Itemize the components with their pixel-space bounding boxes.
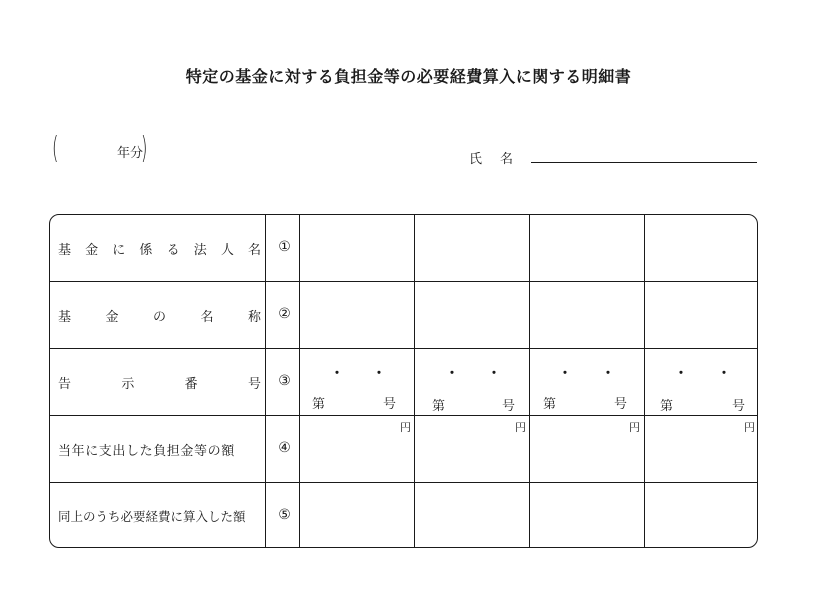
- notice-prefix: 第: [543, 397, 557, 412]
- row-label-fund-name: 基 金 の 名 称: [58, 309, 261, 325]
- currency-unit: 円: [744, 421, 755, 434]
- notice-dot: ・: [487, 366, 501, 382]
- notice-prefix: 第: [432, 399, 446, 414]
- row-marker: ①: [278, 239, 291, 255]
- row-marker: ⑤: [278, 507, 291, 523]
- notice-suffix: 号: [614, 397, 628, 412]
- notice-dot: ・: [717, 366, 731, 382]
- document-title: 特定の基金に対する負担金等の必要経費算入に関する明細書: [185, 67, 632, 86]
- currency-unit: 円: [515, 421, 526, 434]
- notice-suffix: 号: [383, 397, 397, 412]
- row-label-fund-corporation: 基 金 に 係 る 法 人 名: [58, 242, 261, 258]
- notice-dot: ・: [445, 366, 459, 382]
- notice-prefix: 第: [660, 399, 674, 414]
- row-label-notice-number: 告 示 番 号: [58, 376, 261, 392]
- currency-unit: 円: [629, 421, 640, 434]
- year-label: 年分: [117, 146, 144, 161]
- row-label-current-year-amount: 当年に支出した負担金等の額: [58, 443, 235, 459]
- notice-dot: ・: [674, 366, 688, 382]
- currency-unit: 円: [400, 421, 411, 434]
- notice-suffix: 号: [732, 399, 746, 414]
- row-label-deductible-amount: 同上のうち必要経費に算入した額: [58, 509, 246, 524]
- row-marker: ②: [278, 306, 291, 322]
- notice-dot: ・: [372, 366, 386, 382]
- notice-dot: ・: [330, 366, 344, 382]
- year-open-paren: (: [52, 131, 59, 166]
- name-label: 氏名: [469, 152, 532, 167]
- notice-dot: ・: [601, 366, 615, 382]
- row-marker: ④: [278, 440, 291, 456]
- notice-dot: ・: [558, 366, 572, 382]
- detail-table: [49, 214, 758, 548]
- notice-suffix: 号: [502, 399, 516, 414]
- row-marker: ③: [278, 373, 291, 389]
- name-input-line[interactable]: [531, 162, 757, 163]
- year-close-paren: ): [141, 131, 148, 166]
- notice-prefix: 第: [312, 397, 326, 412]
